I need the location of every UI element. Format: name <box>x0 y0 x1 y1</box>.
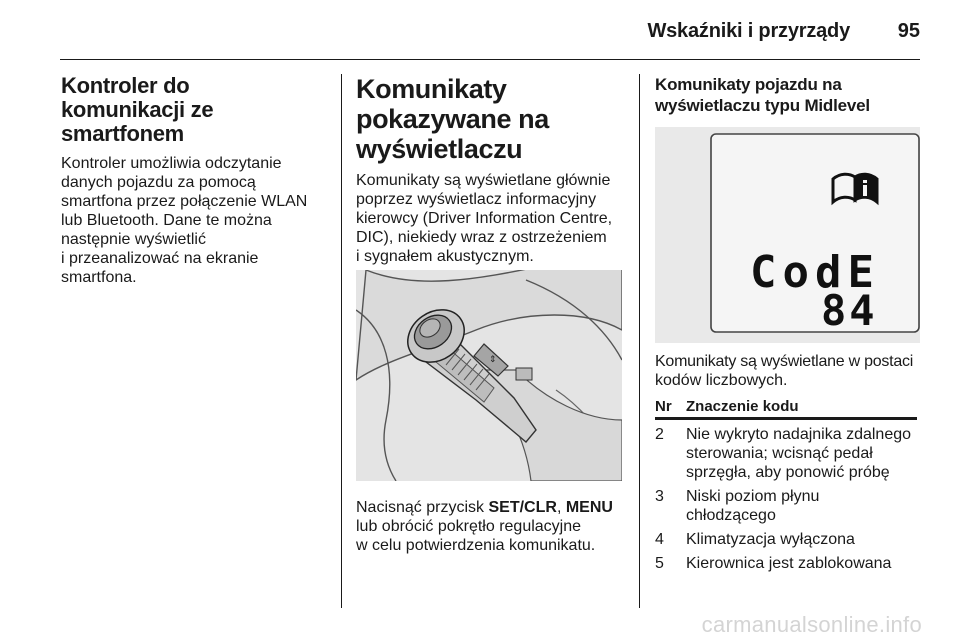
header-rule <box>60 59 920 60</box>
section-body-messages <box>356 171 622 266</box>
svg-text:⇕: ⇕ <box>489 354 497 364</box>
code-meaning <box>686 419 917 483</box>
page-number: 95 <box>897 20 920 42</box>
meaning-line: Kierownica jest zablokowana <box>686 555 892 572</box>
code-number: 5 <box>655 555 664 572</box>
watermark: carmanualsonline.info <box>701 612 922 637</box>
body-line: danych pojazdu za pomocą <box>61 174 256 191</box>
body-line: następnie wyświetlić <box>61 231 206 248</box>
section-body-smartphone <box>61 154 329 287</box>
code-meaning <box>686 482 917 525</box>
code-meaning <box>686 525 917 549</box>
body-line: smartfona przez połączenie WLAN <box>61 193 308 210</box>
table-row <box>655 419 917 483</box>
table-row <box>655 549 917 573</box>
set-clr-label: SET/CLR <box>488 499 557 516</box>
meaning-line: Klimatyzacja wyłączona <box>686 531 855 548</box>
code-number: 2 <box>655 426 664 443</box>
display-code-number: 84 <box>821 286 878 335</box>
page-header <box>0 0 960 64</box>
body-line: kierowcy (Driver Information Centre, <box>356 210 613 227</box>
column-header-nr: Nr <box>655 398 686 419</box>
body-line: i sygnałem akustycznym. <box>356 248 534 265</box>
code-number: 3 <box>655 488 664 505</box>
section-heading-messages: Komunikaty pokazywane na wyświetlaczu <box>356 74 549 164</box>
column-header-meaning: Znaczenie kodu <box>686 398 917 419</box>
code-table <box>655 398 917 573</box>
column-midlevel <box>655 74 923 594</box>
body-line: i przeanalizować na ekranie <box>61 250 259 267</box>
body-line: DIC), niekiedy wraz z ostrzeżeniem <box>356 229 607 246</box>
stalk-caption <box>356 498 622 555</box>
column-divider-2 <box>639 74 640 608</box>
body-line: Kontroler umożliwia odczytanie <box>61 155 282 172</box>
meaning-line: Niski poziom płynu <box>686 488 820 505</box>
meaning-line: sterowania; wcisnąć pedał <box>686 445 873 462</box>
column-display-messages <box>356 74 622 594</box>
caption-line-3: w celu potwierdzenia komunikatu. <box>356 537 596 554</box>
stalk-illustration <box>356 270 622 481</box>
body-line: poprzez wyświetlacz informacyjny <box>356 191 597 208</box>
body-line: Komunikaty są wyświetlane głównie <box>356 172 611 189</box>
code-meaning <box>686 549 917 573</box>
column-smartphone-controller <box>61 74 329 287</box>
caption-separator: , <box>556 499 566 516</box>
midlevel-display-illustration <box>655 127 920 343</box>
code-number: 4 <box>655 531 664 548</box>
meaning-line: sprzęgła, aby ponowić próbę <box>686 464 890 481</box>
caption-line-1 <box>356 498 622 517</box>
running-title: Wskaźniki i przyrządy <box>647 20 850 42</box>
body-line: kodów liczbowych. <box>655 372 788 389</box>
caption-prefix: Nacisnąć przycisk <box>356 499 489 516</box>
table-row <box>655 482 917 525</box>
body-line: lub Bluetooth. Dane te można <box>61 212 272 229</box>
column-divider-1 <box>341 74 342 608</box>
table-row <box>655 525 917 549</box>
caption-line-2: lub obrócić pokrętło regulacyjne <box>356 518 582 535</box>
body-line: Komunikaty są wyświetlane w postaci <box>655 353 914 370</box>
display-code-text: CodE <box>750 247 880 298</box>
menu-label: MENU <box>565 499 613 516</box>
section-heading-midlevel: Komunikaty pojazdu na wyświetlaczu typu Midlevel <box>655 75 870 115</box>
body-line: smartfona. <box>61 269 137 286</box>
midlevel-intro <box>655 352 925 390</box>
meaning-line: Nie wykryto nadajnika zdalnego <box>686 426 912 443</box>
section-heading-smartphone: Kontroler do komunikacji ze smartfonem <box>61 73 214 146</box>
code-table-header <box>655 398 917 419</box>
meaning-line: chłodzącego <box>686 507 776 524</box>
